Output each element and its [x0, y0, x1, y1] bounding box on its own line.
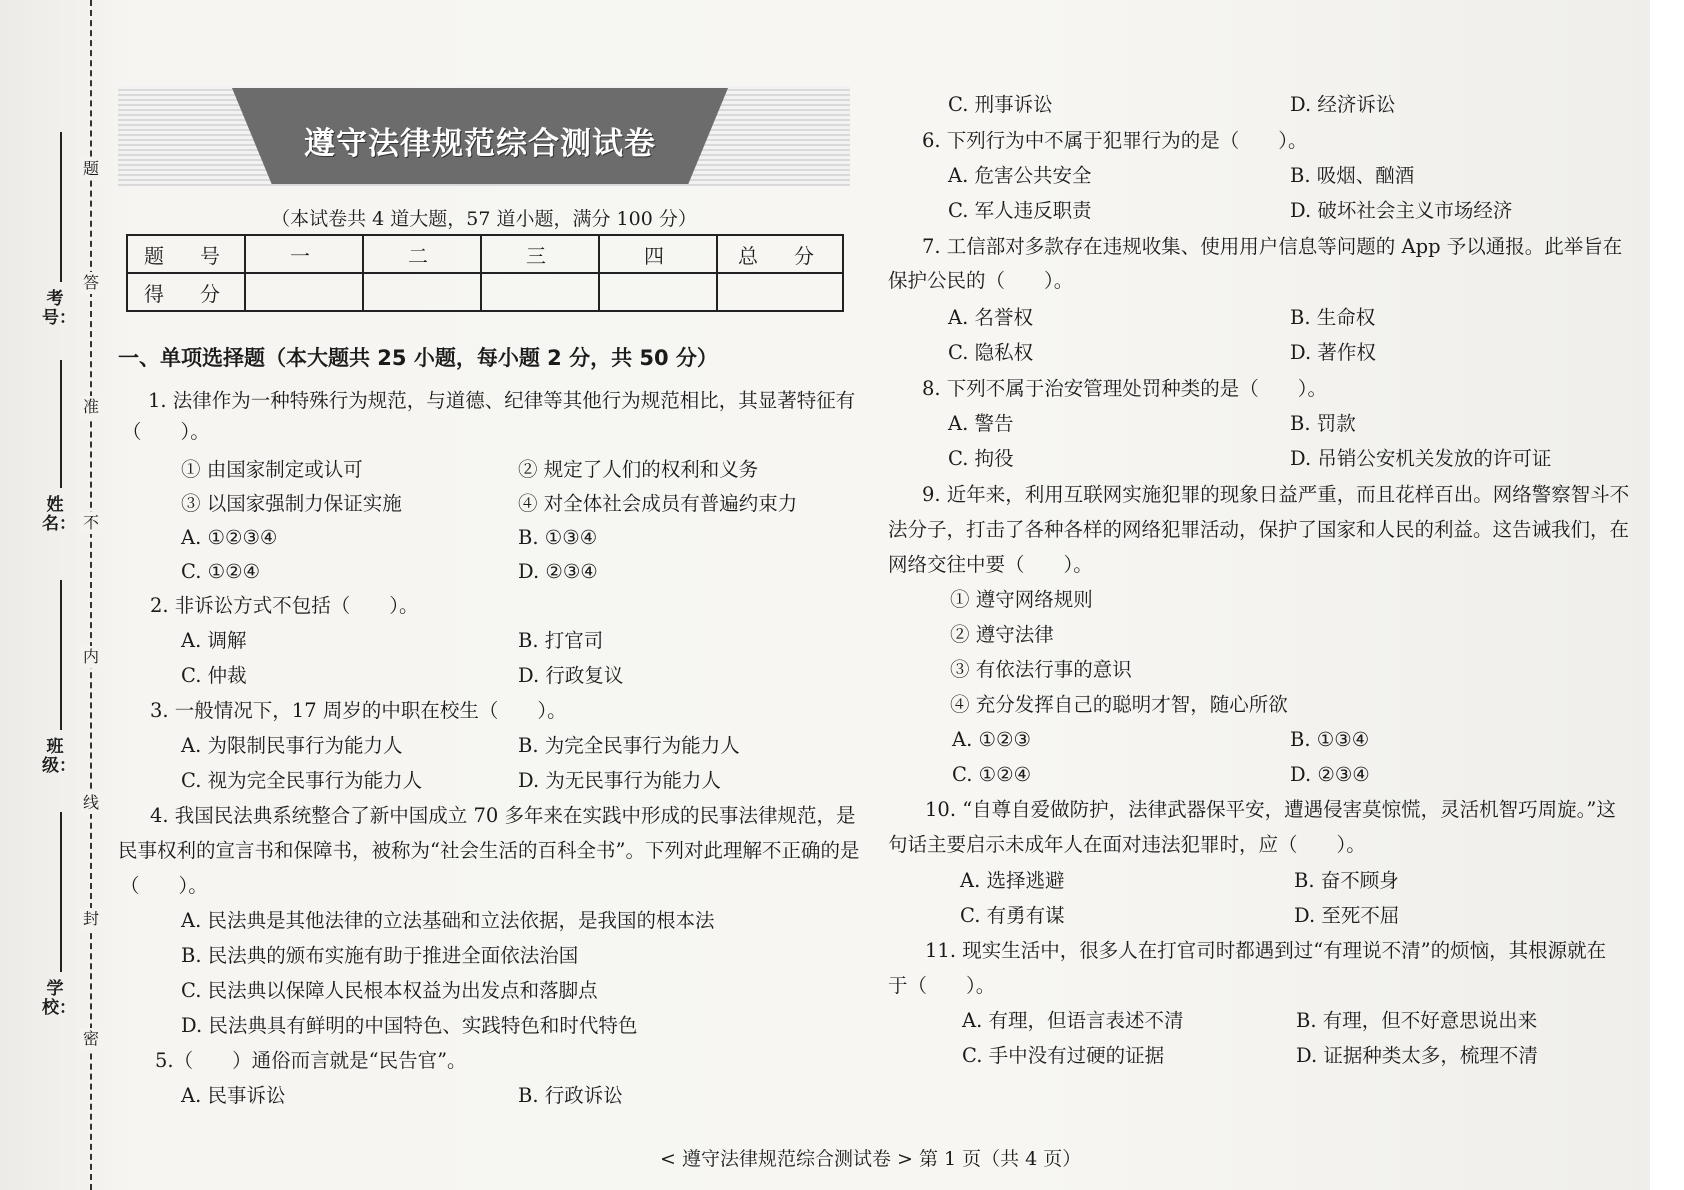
question-10-option-c: C. 有勇有谋 — [960, 904, 1065, 927]
question-4-option-b: B. 民法典的颁布实施有助于推进全面依法治国 — [181, 944, 579, 967]
exam-title: 遵守法律规范综合测试卷 — [304, 126, 656, 162]
question-11-stem: 11. 现实生活中，很多人在打官司时都遇到过“有理说不清”的烦恼，其根源就在 — [925, 939, 1607, 962]
question-1-stem-cont: （ ）。 — [122, 420, 210, 443]
exam-number-label: 考号： — [42, 289, 76, 328]
question-7-option-b: B. 生命权 — [1290, 306, 1376, 329]
question-5-option-a: A. 民事诉讼 — [181, 1084, 286, 1107]
question-2-stem: 2. 非诉讼方式不包括（ ）。 — [150, 594, 419, 617]
question-8-option-d: D. 吊销公安机关发放的许可证 — [1290, 447, 1552, 470]
exam-number-blank — [60, 132, 62, 282]
question-3-option-b: B. 为完全民事行为能力人 — [518, 734, 740, 757]
question-8-stem: 8. 下列不属于治安管理处罚种类的是（ ）。 — [922, 377, 1328, 400]
seal-char: 准 — [80, 396, 102, 418]
question-5-stem: 5.（ ）通俗而言就是“民告官”。 — [155, 1049, 467, 1072]
question-4-option-a: A. 民法典是其他法律的立法基础和立法依据，是我国的根本法 — [181, 909, 715, 932]
question-4-stem: 4. 我国民法典系统整合了新中国成立 70 多年来在实践中形成的民事法律规范，是 — [150, 804, 856, 827]
question-11-stem-cont: 于（ ）。 — [888, 974, 996, 997]
question-1-statement-1: ① 由国家制定或认可 — [181, 458, 363, 481]
score-header-cell: 总 分 — [717, 235, 843, 273]
question-9-option-b: B. ①③④ — [1290, 728, 1370, 751]
question-6-option-d: D. 破坏社会主义市场经济 — [1290, 199, 1513, 222]
school-blank — [60, 812, 62, 972]
question-3-option-a: A. 为限制民事行为能力人 — [181, 734, 403, 757]
score-header-cell: 题 号 — [127, 235, 245, 273]
question-4-stem-cont: 民事权利的宣言书和保障书，被称为“社会生活的百科全书”。下列对此理解不正确的是 — [118, 839, 860, 862]
question-10-option-b: B. 奋不顾身 — [1294, 869, 1399, 892]
question-10-option-d: D. 至死不屈 — [1294, 904, 1400, 927]
question-6-option-b: B. 吸烟、酗酒 — [1290, 164, 1415, 187]
section-heading: 一、单项选择题（本大题共 25 小题，每小题 2 分，共 50 分） — [118, 346, 718, 370]
seal-char: 答 — [80, 272, 102, 294]
question-1-stem: 1. 法律作为一种特殊行为规范，与道德、纪律等其他行为规范相比，其显著特征有 — [148, 389, 856, 412]
page-edge — [1650, 0, 1684, 1190]
name-label: 姓名： — [42, 495, 76, 534]
question-5-option-c: C. 刑事诉讼 — [948, 93, 1053, 116]
page-footer: < 遵守法律规范综合测试卷 > 第 1 页（共 4 页） — [660, 1148, 1082, 1170]
question-8-option-b: B. 罚款 — [1290, 412, 1356, 435]
question-6-option-c: C. 军人违反职责 — [948, 199, 1092, 222]
question-11-option-b: B. 有理，但不好意思说出来 — [1296, 1009, 1538, 1032]
question-7-option-d: D. 著作权 — [1290, 341, 1376, 364]
question-1-statement-3: ③ 以国家强制力保证实施 — [181, 492, 402, 515]
question-2-option-c: C. 仲裁 — [181, 664, 247, 687]
binding-strip — [0, 0, 112, 1190]
question-1-option-b: B. ①③④ — [518, 526, 598, 549]
name-blank — [60, 360, 62, 488]
question-10-stem: 10. “自尊自爱做防护，法律武器保平安，遭遇侵害莫惊慌，灵活机智巧周旋。”这 — [925, 798, 1616, 821]
question-4-option-d: D. 民法典具有鲜明的中国特色、实践特色和时代特色 — [181, 1014, 638, 1037]
score-cell[interactable] — [363, 273, 481, 311]
question-9-option-c: C. ①②④ — [952, 763, 1032, 786]
question-1-statement-4: ④ 对全体社会成员有普遍约束力 — [518, 492, 798, 515]
score-cell[interactable] — [481, 273, 599, 311]
seal-char: 不 — [80, 512, 102, 534]
question-2-option-d: D. 行政复议 — [518, 664, 624, 687]
question-8-option-c: C. 拘役 — [948, 447, 1014, 470]
seal-char: 封 — [80, 908, 102, 930]
question-1-option-d: D. ②③④ — [518, 560, 598, 583]
question-6-stem: 6. 下列行为中不属于犯罪行为的是（ ）。 — [922, 129, 1308, 152]
question-9-stem-cont: 网络交往中要（ ）。 — [888, 553, 1093, 576]
score-table — [126, 234, 844, 312]
question-3-stem: 3. 一般情况下，17 周岁的中职在校生（ ）。 — [150, 699, 567, 722]
score-cell[interactable] — [717, 273, 843, 311]
score-header-cell: 一 — [245, 235, 363, 273]
score-row-label: 得 分 — [127, 273, 245, 311]
exam-subtitle: （本试卷共 4 道大题，57 道小题，满分 100 分） — [271, 208, 697, 230]
seal-char: 密 — [80, 1028, 102, 1050]
seal-char: 内 — [80, 646, 102, 668]
class-blank — [60, 580, 62, 730]
question-5-option-d: D. 经济诉讼 — [1290, 93, 1396, 116]
seal-char: 线 — [80, 792, 102, 814]
question-9-option-d: D. ②③④ — [1290, 763, 1370, 786]
score-table-score-row — [127, 273, 843, 311]
question-6-option-a: A. 危害公共安全 — [948, 164, 1092, 187]
question-9-statement-2: ② 遵守法律 — [950, 623, 1054, 646]
question-1-option-c: C. ①②④ — [181, 560, 261, 583]
question-7-option-a: A. 名誉权 — [948, 306, 1033, 329]
question-2-option-b: B. 打官司 — [518, 629, 604, 652]
question-10-option-a: A. 选择逃避 — [960, 869, 1065, 892]
question-2-option-a: A. 调解 — [181, 629, 247, 652]
question-5-option-b: B. 行政诉讼 — [518, 1084, 623, 1107]
question-11-option-d: D. 证据种类太多，梳理不清 — [1296, 1044, 1538, 1067]
school-label: 学校： — [42, 979, 76, 1018]
question-7-stem-cont: 保护公民的（ ）。 — [888, 269, 1074, 292]
score-cell[interactable] — [599, 273, 717, 311]
question-9-stem-cont: 法分子，打击了各种各样的网络犯罪活动，保护了国家和人民的利益。这告诫我们，在 — [888, 518, 1630, 541]
question-11-option-c: C. 手中没有过硬的证据 — [962, 1044, 1165, 1067]
question-9-option-a: A. ①②③ — [952, 728, 1031, 751]
score-header-cell: 四 — [599, 235, 717, 273]
question-3-option-c: C. 视为完全民事行为能力人 — [181, 769, 423, 792]
question-4-option-c: C. 民法典以保障人民根本权益为出发点和落脚点 — [181, 979, 598, 1002]
class-label: 班级： — [42, 737, 76, 776]
seal-char: 题 — [80, 158, 102, 180]
question-8-option-a: A. 警告 — [948, 412, 1014, 435]
question-11-option-a: A. 有理，但语言表述不清 — [962, 1009, 1184, 1032]
question-9-stem: 9. 近年来，利用互联网实施犯罪的现象日益严重，而且花样百出。网络警察智斗不 — [922, 483, 1630, 506]
question-10-stem-cont: 句话主要启示未成年人在面对违法犯罪时，应（ ）。 — [888, 833, 1366, 856]
score-header-cell: 二 — [363, 235, 481, 273]
question-1-statement-2: ② 规定了人们的权利和义务 — [518, 458, 759, 481]
score-cell[interactable] — [245, 273, 363, 311]
question-7-stem: 7. 工信部对多款存在违规收集、使用用户信息等问题的 App 予以通报。此举旨在 — [922, 235, 1623, 258]
question-9-statement-1: ① 遵守网络规则 — [950, 588, 1093, 611]
question-9-statement-3: ③ 有依法行事的意识 — [950, 658, 1132, 681]
question-3-option-d: D. 为无民事行为能力人 — [518, 769, 721, 792]
score-header-cell: 三 — [481, 235, 599, 273]
question-7-option-c: C. 隐私权 — [948, 341, 1034, 364]
question-4-stem-cont: （ ）。 — [120, 874, 208, 897]
question-9-statement-4: ④ 充分发挥自己的聪明才智，随心所欲 — [950, 693, 1288, 716]
question-1-option-a: A. ①②③④ — [181, 526, 278, 549]
score-table-header-row — [127, 235, 843, 273]
